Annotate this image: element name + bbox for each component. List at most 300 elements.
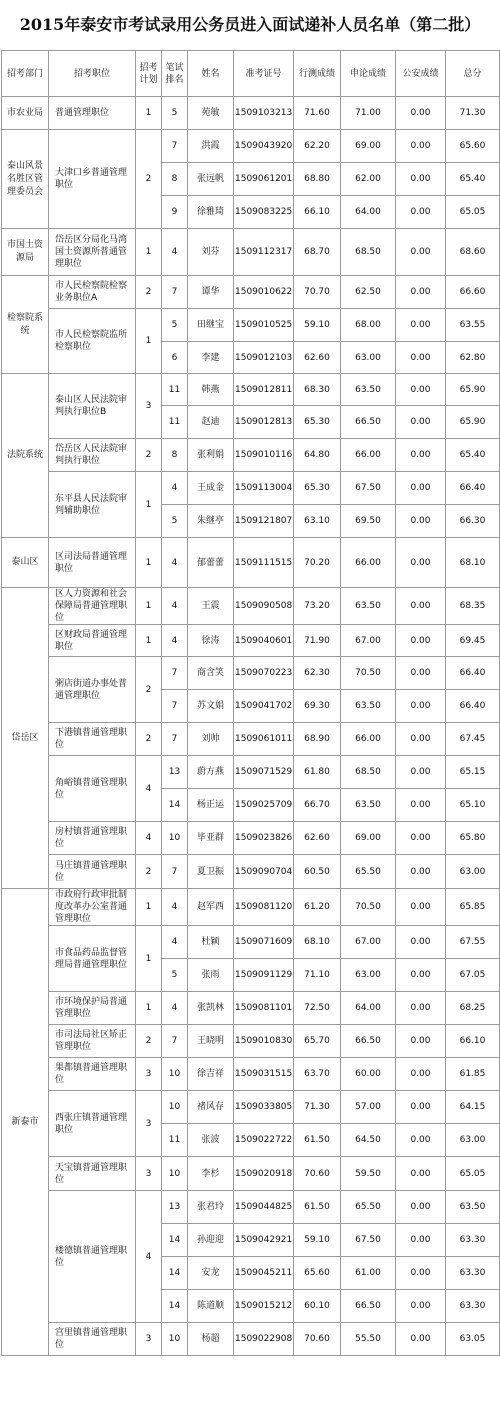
cell-total: 71.30 — [446, 97, 500, 130]
cell-total: 63.30 — [446, 1257, 500, 1290]
cell-ga-score: 0.00 — [396, 1224, 446, 1257]
cell-ga-score: 0.00 — [396, 1124, 446, 1157]
cell-name: 张远帆 — [188, 163, 234, 196]
cell-sl-score: 66.50 — [341, 1290, 396, 1323]
cell-ga-score: 0.00 — [396, 342, 446, 374]
page-title: 2015年泰安市考试录用公务员进入面试递补人员名单（第二批） — [19, 15, 481, 34]
cell-ga-score: 0.00 — [396, 756, 446, 789]
cell-name: 李杉 — [188, 1157, 234, 1191]
cell-sl-score: 61.00 — [341, 1257, 396, 1290]
cell-ga-score: 0.00 — [396, 657, 446, 690]
cell-rank: 14 — [162, 1257, 188, 1290]
cell-exam-id: 1509020918 — [234, 1157, 294, 1191]
cell-ga-score: 0.00 — [396, 1091, 446, 1124]
cell-dept: 市农业局 — [2, 97, 49, 130]
cell-rank: 11 — [162, 1124, 188, 1157]
cell-sl-score: 70.50 — [341, 657, 396, 690]
cell-exam-id: 1509010525 — [234, 309, 294, 342]
cell-total: 68.10 — [446, 538, 500, 588]
cell-plan: 2 — [136, 855, 162, 889]
cell-sl-score: 64.00 — [341, 992, 396, 1025]
cell-position: 下港镇普通管理职位 — [49, 723, 136, 756]
cell-exam-id: 1509045211 — [234, 1257, 294, 1290]
cell-xc-score: 62.20 — [294, 130, 341, 163]
cell-rank: 13 — [162, 1191, 188, 1224]
cell-name: 蔚方燕 — [188, 756, 234, 789]
cell-ga-score: 0.00 — [396, 97, 446, 130]
cell-xc-score: 71.60 — [294, 97, 341, 130]
cell-plan: 2 — [136, 657, 162, 723]
cell-rank: 4 — [162, 926, 188, 959]
cell-name: 苏文娟 — [188, 690, 234, 723]
table-row — [2, 1323, 500, 1356]
cell-ga-score: 0.00 — [396, 276, 446, 309]
cell-rank: 11 — [162, 406, 188, 439]
cell-exam-id: 1509090704 — [234, 855, 294, 889]
cell-name: 杜颖 — [188, 926, 234, 959]
cell-xc-score: 65.70 — [294, 1025, 341, 1058]
cell-xc-score: 61.50 — [294, 1191, 341, 1224]
cell-plan: 1 — [136, 926, 162, 992]
cell-rank: 10 — [162, 1157, 188, 1191]
cell-position: 果都镇普通管理职位 — [49, 1058, 136, 1091]
cell-sl-score: 69.50 — [341, 505, 396, 538]
cell-rank: 5 — [162, 505, 188, 538]
cell-ga-score: 0.00 — [396, 439, 446, 472]
cell-name: 张凯林 — [188, 992, 234, 1025]
cell-plan: 1 — [136, 625, 162, 657]
cell-total: 65.90 — [446, 374, 500, 406]
cell-xc-score: 62.60 — [294, 342, 341, 374]
cell-rank: 13 — [162, 756, 188, 789]
cell-rank: 8 — [162, 163, 188, 196]
cell-ga-score: 0.00 — [396, 992, 446, 1025]
cell-name: 王成金 — [188, 472, 234, 505]
cell-xc-score: 70.70 — [294, 276, 341, 309]
cell-rank: 4 — [162, 229, 188, 276]
cell-plan: 3 — [136, 1058, 162, 1091]
table-row — [2, 1025, 500, 1058]
table-row — [2, 855, 500, 889]
cell-exam-id: 1509070223 — [234, 657, 294, 690]
cell-xc-score: 61.50 — [294, 1124, 341, 1157]
cell-xc-score: 71.30 — [294, 1091, 341, 1124]
cell-xc-score: 68.30 — [294, 374, 341, 406]
cell-position: 泰山区人民法院审判执行职位B — [49, 374, 136, 439]
cell-rank: 7 — [162, 276, 188, 309]
cell-xc-score: 65.30 — [294, 472, 341, 505]
cell-sl-score: 68.50 — [341, 756, 396, 789]
cell-ga-score: 0.00 — [396, 822, 446, 855]
cell-sl-score: 70.50 — [341, 889, 396, 926]
cell-ga-score: 0.00 — [396, 690, 446, 723]
cell-rank: 4 — [162, 889, 188, 926]
cell-xc-score: 68.10 — [294, 926, 341, 959]
cell-sl-score: 64.00 — [341, 196, 396, 229]
cell-position: 东平县人民法院审判辅助职位 — [49, 472, 136, 538]
cell-exam-id: 1509090508 — [234, 588, 294, 625]
cell-sl-score: 55.50 — [341, 1323, 396, 1356]
cell-rank: 4 — [162, 625, 188, 657]
cell-name: 张君玲 — [188, 1191, 234, 1224]
cell-total: 63.00 — [446, 1124, 500, 1157]
cell-total: 65.05 — [446, 196, 500, 229]
cell-dept: 泰山风景名胜区管理委员会 — [2, 130, 49, 229]
cell-total: 66.30 — [446, 505, 500, 538]
cell-ga-score: 0.00 — [396, 1323, 446, 1356]
cell-sl-score: 59.50 — [341, 1157, 396, 1191]
cell-exam-id: 1509071609 — [234, 926, 294, 959]
cell-sl-score: 66.50 — [341, 406, 396, 439]
cell-plan: 3 — [136, 1091, 162, 1157]
cell-sl-score: 68.50 — [341, 229, 396, 276]
cell-plan: 1 — [136, 472, 162, 538]
cell-name: 杨超 — [188, 1323, 234, 1356]
cell-rank: 4 — [162, 588, 188, 625]
cell-exam-id: 1509010622 — [234, 276, 294, 309]
cell-sl-score: 68.00 — [341, 309, 396, 342]
cell-exam-id: 1509012811 — [234, 374, 294, 406]
cell-total: 63.50 — [446, 1191, 500, 1224]
cell-sl-score: 67.50 — [341, 1224, 396, 1257]
cell-total: 65.15 — [446, 756, 500, 789]
cell-rank: 14 — [162, 1290, 188, 1323]
cell-sl-score: 60.00 — [341, 1058, 396, 1091]
cell-sl-score: 63.50 — [341, 374, 396, 406]
cell-exam-id: 1509012103 — [234, 342, 294, 374]
cell-rank: 11 — [162, 374, 188, 406]
cell-sl-score: 65.50 — [341, 855, 396, 889]
cell-plan: 1 — [136, 97, 162, 130]
cell-total: 65.85 — [446, 889, 500, 926]
cell-total: 66.40 — [446, 657, 500, 690]
cell-xc-score: 64.80 — [294, 439, 341, 472]
table-row — [2, 889, 500, 926]
cell-rank: 10 — [162, 1323, 188, 1356]
cell-total: 65.90 — [446, 406, 500, 439]
cell-position: 市环境保护局普通管理职位 — [49, 992, 136, 1025]
cell-xc-score: 60.50 — [294, 855, 341, 889]
cell-name: 孙迎迎 — [188, 1224, 234, 1257]
cell-sl-score: 65.50 — [341, 1191, 396, 1224]
cell-plan: 3 — [136, 1157, 162, 1191]
cell-name: 赵迪 — [188, 406, 234, 439]
cell-sl-score: 64.50 — [341, 1124, 396, 1157]
cell-name: 王震 — [188, 588, 234, 625]
cell-xc-score: 63.10 — [294, 505, 341, 538]
cell-plan: 4 — [136, 822, 162, 855]
cell-ga-score: 0.00 — [396, 625, 446, 657]
cell-exam-id: 1509023826 — [234, 822, 294, 855]
table-row — [2, 439, 500, 472]
cell-rank: 5 — [162, 959, 188, 992]
cell-sl-score: 63.00 — [341, 342, 396, 374]
cell-plan: 4 — [136, 756, 162, 822]
table-row — [2, 97, 500, 130]
cell-position: 市政府行政审批制度改革办公室普通管理职位 — [49, 889, 136, 926]
cell-total: 66.40 — [446, 690, 500, 723]
header-position: 招考职位 — [49, 51, 136, 97]
cell-total: 63.05 — [446, 1323, 500, 1356]
cell-dept: 新泰市 — [2, 889, 49, 1356]
cell-name: 张雨 — [188, 959, 234, 992]
cell-position: 角峪镇普通管理职位 — [49, 756, 136, 822]
cell-xc-score: 66.70 — [294, 789, 341, 822]
cell-total: 65.80 — [446, 822, 500, 855]
cell-position: 市人民检察院监所检察职位 — [49, 309, 136, 374]
cell-sl-score: 63.00 — [341, 959, 396, 992]
cell-sl-score: 69.00 — [341, 130, 396, 163]
cell-total: 69.45 — [446, 625, 500, 657]
cell-exam-id: 1509113004 — [234, 472, 294, 505]
cell-xc-score: 68.70 — [294, 229, 341, 276]
cell-sl-score: 63.50 — [341, 690, 396, 723]
cell-position: 马庄镇普通管理职位 — [49, 855, 136, 889]
cell-position: 粥店街道办事处普通管理职位 — [49, 657, 136, 723]
cell-exam-id: 1509081120 — [234, 889, 294, 926]
cell-xc-score: 60.10 — [294, 1290, 341, 1323]
cell-position: 市司法局社区矫正管理职位 — [49, 1025, 136, 1058]
cell-position: 岱岳区人民法院审判执行职位 — [49, 439, 136, 472]
cell-xc-score: 62.30 — [294, 657, 341, 690]
cell-name: 杨正运 — [188, 789, 234, 822]
cell-xc-score: 59.10 — [294, 309, 341, 342]
cell-ga-score: 0.00 — [396, 229, 446, 276]
cell-name: 徐雅琦 — [188, 196, 234, 229]
cell-ga-score: 0.00 — [396, 538, 446, 588]
cell-exam-id: 1509103213 — [234, 97, 294, 130]
table-row — [2, 276, 500, 309]
cell-name: 谭华 — [188, 276, 234, 309]
cell-name: 朱继亭 — [188, 505, 234, 538]
cell-exam-id: 1509022722 — [234, 1124, 294, 1157]
cell-plan: 2 — [136, 439, 162, 472]
cell-dept: 检察院系统 — [2, 276, 49, 374]
cell-total: 68.35 — [446, 588, 500, 625]
cell-position: 房村镇普通管理职位 — [49, 822, 136, 855]
cell-rank: 14 — [162, 789, 188, 822]
cell-total: 68.60 — [446, 229, 500, 276]
header-total: 总分 — [446, 51, 500, 97]
cell-plan: 2 — [136, 130, 162, 229]
cell-ga-score: 0.00 — [396, 959, 446, 992]
cell-exam-id: 1509042921 — [234, 1224, 294, 1257]
cell-rank: 10 — [162, 1058, 188, 1091]
cell-exam-id: 1509111515 — [234, 538, 294, 588]
cell-name: 田继宝 — [188, 309, 234, 342]
cell-total: 66.60 — [446, 276, 500, 309]
cell-rank: 5 — [162, 97, 188, 130]
cell-rank: 4 — [162, 538, 188, 588]
cell-total: 67.45 — [446, 723, 500, 756]
cell-xc-score: 61.80 — [294, 756, 341, 789]
cell-xc-score: 65.30 — [294, 406, 341, 439]
cell-rank: 7 — [162, 1025, 188, 1058]
cell-name: 王晓明 — [188, 1025, 234, 1058]
cell-plan: 1 — [136, 889, 162, 926]
cell-total: 63.00 — [446, 855, 500, 889]
cell-total: 65.10 — [446, 789, 500, 822]
cell-plan: 3 — [136, 1323, 162, 1356]
cell-exam-id: 1509015212 — [234, 1290, 294, 1323]
cell-name: 刘帅 — [188, 723, 234, 756]
cell-name: 毕亚群 — [188, 822, 234, 855]
cell-total: 66.40 — [446, 472, 500, 505]
cell-rank: 8 — [162, 439, 188, 472]
cell-total: 63.30 — [446, 1224, 500, 1257]
header-ga-score: 公安成绩 — [396, 51, 446, 97]
cell-name: 苑敏 — [188, 97, 234, 130]
cell-name: 安龙 — [188, 1257, 234, 1290]
cell-rank: 7 — [162, 723, 188, 756]
table-row — [2, 756, 500, 789]
cell-rank: 9 — [162, 196, 188, 229]
cell-sl-score: 63.50 — [341, 588, 396, 625]
cell-plan: 1 — [136, 992, 162, 1025]
cell-position: 区人力资源和社会保障局普通管理职位 — [49, 588, 136, 625]
cell-exam-id: 1509071529 — [234, 756, 294, 789]
cell-rank: 10 — [162, 822, 188, 855]
table-row — [2, 538, 500, 588]
cell-name: 徐吉祥 — [188, 1058, 234, 1091]
cell-ga-score: 0.00 — [396, 130, 446, 163]
cell-exam-id: 1509061011 — [234, 723, 294, 756]
cell-ga-score: 0.00 — [396, 472, 446, 505]
cell-ga-score: 0.00 — [396, 1058, 446, 1091]
cell-rank: 4 — [162, 992, 188, 1025]
cell-exam-id: 1509121807 — [234, 505, 294, 538]
table-row — [2, 1157, 500, 1191]
cell-sl-score: 57.00 — [341, 1091, 396, 1124]
cell-position: 普通管理职位 — [49, 97, 136, 130]
cell-sl-score: 66.00 — [341, 723, 396, 756]
cell-name: 徐涛 — [188, 625, 234, 657]
cell-ga-score: 0.00 — [396, 505, 446, 538]
cell-xc-score: 65.60 — [294, 1257, 341, 1290]
cell-total: 65.40 — [446, 439, 500, 472]
cell-total: 63.30 — [446, 1290, 500, 1323]
cell-total: 61.85 — [446, 1058, 500, 1091]
cell-name: 张波 — [188, 1124, 234, 1157]
cell-position: 市食品药品监督管理局普通管理职位 — [49, 926, 136, 992]
cell-exam-id: 1509010116 — [234, 439, 294, 472]
cell-xc-score: 69.30 — [294, 690, 341, 723]
cell-position: 宫里镇普通管理职位 — [49, 1323, 136, 1356]
cell-name: 刘芬 — [188, 229, 234, 276]
cell-total: 65.40 — [446, 163, 500, 196]
cell-ga-score: 0.00 — [396, 1191, 446, 1224]
cell-name: 韩燕 — [188, 374, 234, 406]
cell-ga-score: 0.00 — [396, 855, 446, 889]
cell-name: 褚风存 — [188, 1091, 234, 1124]
cell-sl-score: 66.00 — [341, 439, 396, 472]
cell-ga-score: 0.00 — [396, 1157, 446, 1191]
table-row — [2, 229, 500, 276]
cell-sl-score: 66.50 — [341, 1025, 396, 1058]
cell-ga-score: 0.00 — [396, 1257, 446, 1290]
cell-sl-score: 62.50 — [341, 276, 396, 309]
cell-rank: 7 — [162, 690, 188, 723]
cell-xc-score: 66.10 — [294, 196, 341, 229]
cell-rank: 5 — [162, 309, 188, 342]
table-row — [2, 588, 500, 625]
cell-position: 大津口乡普通管理职位 — [49, 130, 136, 229]
cell-name: 陈道顺 — [188, 1290, 234, 1323]
cell-sl-score: 67.00 — [341, 625, 396, 657]
cell-total: 67.05 — [446, 959, 500, 992]
table-row — [2, 130, 500, 163]
cell-exam-id: 1509010830 — [234, 1025, 294, 1058]
cell-exam-id: 1509083225 — [234, 196, 294, 229]
cell-total: 68.25 — [446, 992, 500, 1025]
cell-sl-score: 62.00 — [341, 163, 396, 196]
table-row — [2, 822, 500, 855]
cell-ga-score: 0.00 — [396, 309, 446, 342]
cell-position: 市人民检察院检察业务职位A — [49, 276, 136, 309]
cell-total: 63.55 — [446, 309, 500, 342]
cell-exam-id: 1509061201 — [234, 163, 294, 196]
cell-xc-score: 62.60 — [294, 822, 341, 855]
cell-sl-score: 67.50 — [341, 472, 396, 505]
cell-total: 67.55 — [446, 926, 500, 959]
cell-rank: 7 — [162, 657, 188, 690]
table-row — [2, 309, 500, 342]
cell-rank: 14 — [162, 1224, 188, 1257]
cell-plan: 2 — [136, 723, 162, 756]
cell-dept: 市国土资源局 — [2, 229, 49, 276]
cell-rank: 10 — [162, 1091, 188, 1124]
cell-sl-score: 66.00 — [341, 538, 396, 588]
cell-ga-score: 0.00 — [396, 723, 446, 756]
cell-position: 岱岳区分局化马湾国土资源所普通管理职位 — [49, 229, 136, 276]
cell-xc-score: 70.20 — [294, 538, 341, 588]
cell-name: 赵军西 — [188, 889, 234, 926]
cell-rank: 7 — [162, 130, 188, 163]
cell-name: 商含笑 — [188, 657, 234, 690]
cell-ga-score: 0.00 — [396, 789, 446, 822]
cell-plan: 1 — [136, 538, 162, 588]
cell-name: 张利娟 — [188, 439, 234, 472]
table-row — [2, 472, 500, 505]
header-plan: 招考计划 — [136, 51, 162, 97]
header-exam-id: 准考证号 — [234, 51, 294, 97]
cell-total: 66.10 — [446, 1025, 500, 1058]
cell-exam-id: 1509031515 — [234, 1058, 294, 1091]
cell-ga-score: 0.00 — [396, 588, 446, 625]
header-name: 姓名 — [188, 51, 234, 97]
header-dept: 招考部门 — [2, 51, 49, 97]
cell-rank: 4 — [162, 472, 188, 505]
cell-sl-score: 67.00 — [341, 926, 396, 959]
cell-xc-score: 59.10 — [294, 1224, 341, 1257]
cell-plan: 1 — [136, 588, 162, 625]
header-xc-score: 行测成绩 — [294, 51, 341, 97]
cell-xc-score: 71.90 — [294, 625, 341, 657]
cell-exam-id: 1509091129 — [234, 959, 294, 992]
cell-exam-id: 1509040601 — [234, 625, 294, 657]
cell-dept: 泰山区 — [2, 538, 49, 588]
cell-xc-score: 73.20 — [294, 588, 341, 625]
table-row — [2, 657, 500, 690]
cell-position: 天宝镇普通管理职位 — [49, 1157, 136, 1191]
cell-position: 西张庄镇普通管理职位 — [49, 1091, 136, 1157]
cell-ga-score: 0.00 — [396, 163, 446, 196]
table-row — [2, 723, 500, 756]
table-row — [2, 374, 500, 406]
cell-total: 65.05 — [446, 1157, 500, 1191]
cell-position: 区财政局普通管理职位 — [49, 625, 136, 657]
table-row — [2, 625, 500, 657]
